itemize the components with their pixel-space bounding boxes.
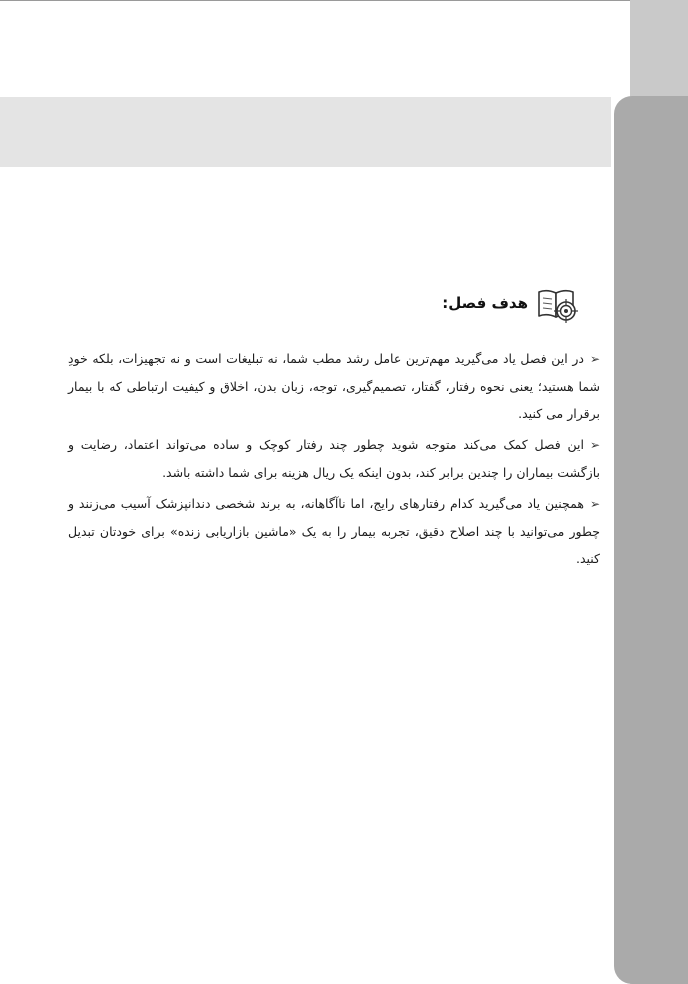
chapter-header-band xyxy=(0,97,611,167)
open-book-target-icon xyxy=(536,283,578,323)
objective-paragraph-3 xyxy=(68,490,600,572)
arrow-bullet-icon: ➢ xyxy=(589,438,600,452)
objective-paragraph-1 xyxy=(68,345,600,427)
paragraph-text: در این فصل یاد می‌گیرید مهم‌ترین عامل رشد مطب شما، نه تبلیغات است و نه تجهیزات، بلکه خودِ شما هستید؛ یعنی نحوه رفتار، گفتار، تصمیم‌گیری، توجه، زبان بدن، اخلاق و کیفیت ارتباطی که با بیمار برقرار می کنید. xyxy=(68,351,600,421)
objective-title: هدف فصل: xyxy=(442,294,528,312)
objective-paragraph-2 xyxy=(68,431,600,486)
arrow-bullet-icon: ➢ xyxy=(589,497,600,511)
chapter-side-tab xyxy=(614,96,688,984)
paragraph-text: این فصل کمک می‌کند متوجه شوید چطور چند رفتار کوچک و ساده می‌تواند اعتماد، رضایت و بازگشت بیماران را چندین برابر کند، بدون اینکه یک ریال هزینه برای شما داشته باشد. xyxy=(68,437,600,480)
objective-heading xyxy=(442,283,578,323)
arrow-bullet-icon: ➢ xyxy=(589,352,600,366)
objective-text xyxy=(68,345,600,576)
paragraph-text: همچنین یاد می‌گیرید کدام رفتارهای رایج، اما ناآگاهانه، به برند شخصی دندانپزشک آسیب می‌زنند و چطور می‌توانید با چند اصلاح دقیق، تجربه بیمار را به یک «ماشین بازاریابی زنده» برای خودتان تبدیل کنید. xyxy=(68,496,600,566)
top-rule xyxy=(0,0,630,1)
